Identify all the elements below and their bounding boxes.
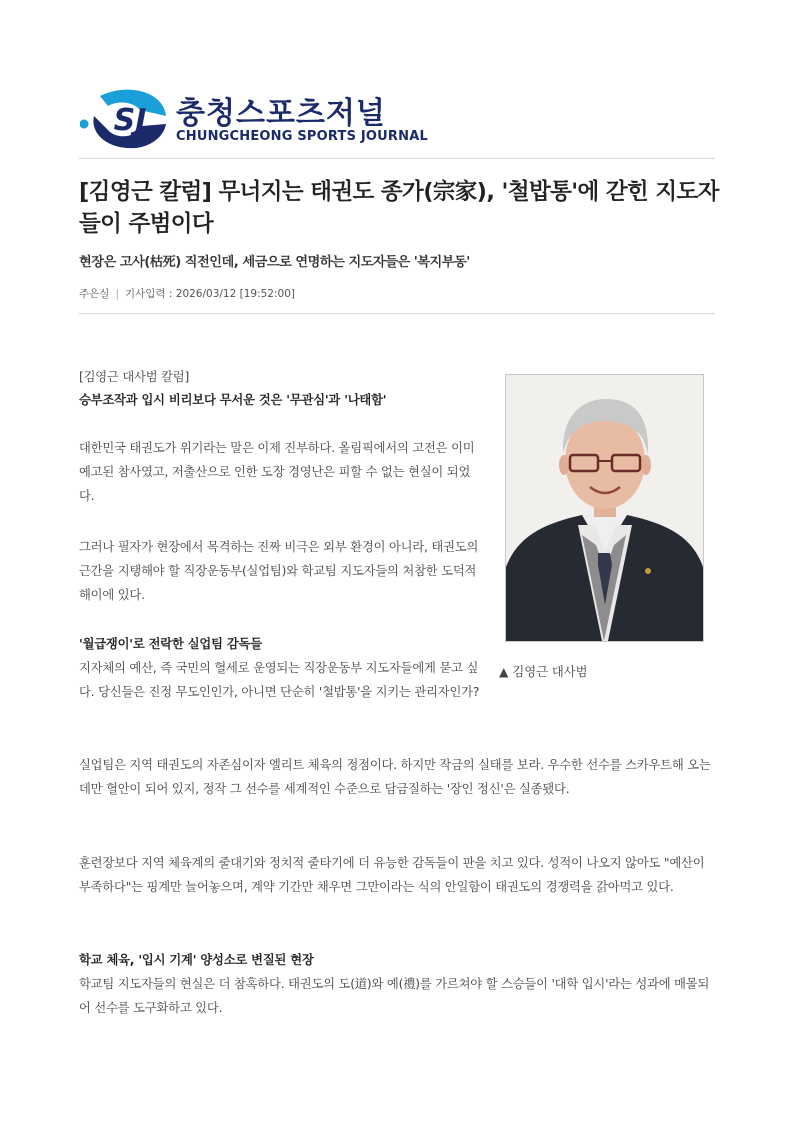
author-photo[interactable] bbox=[505, 374, 704, 642]
paragraph-5: 훈련장보다 지역 체육계의 줄대기와 정치적 줄타기에 더 유능한 감독들이 판을 치고 있다. 성적이 나오지 않아도 "예산이 부족하다"는 핑계만 늘어놓으며, 계약 기간만 채우면 그만이라는 식의 안일함이 태권도의 경쟁력을 갉아먹고 있다. bbox=[79, 856, 705, 894]
paragraph-6: 학교팀 지도자들의 현실은 더 참혹하다. 태권도의 도(道)와 예(禮)를 가르쳐야 할 스승들이 '대학 입시'라는 성과에 매몰되어 선수를 도구화하고 있다. bbox=[79, 977, 710, 1015]
column-label: [김영근 대사범 칼럼] bbox=[79, 370, 190, 384]
byline-divider bbox=[79, 313, 715, 314]
author-name[interactable]: 주은실 bbox=[79, 288, 110, 300]
paragraph-1: 대한민국 태권도가 위기라는 말은 이제 진부하다. 올림픽에서의 고전은 이미 예고된 참사였고, 저출산으로 인한 도장 경영난은 피할 수 없는 현실이 되었다. bbox=[79, 441, 475, 503]
lead-heading: 승부조작과 입시 비리보다 무서운 것은 '무관심'과 '나태함' bbox=[79, 393, 387, 407]
paragraph-4: 실업팀은 지역 태권도의 자존심이자 엘리트 체육의 정점이다. 하지만 작금의 실태를 보라. 우수한 선수를 스카우트해 오는 데만 혈안이 되어 있지, 정작 그 선수를 세계적인 수준으로 담금질하는 '장인 정신'은 실종됐다. bbox=[79, 758, 711, 796]
paragraph-2: 그러나 필자가 현장에서 목격하는 진짜 비극은 외부 환경이 아니라, 태권도의 근간을 지탱해야 할 직장운동부(실업팀)와 학교팀 지도자들의 처참한 도덕적 해이에 있다. bbox=[79, 540, 479, 602]
site-name[interactable]: 충청스포츠저널 bbox=[176, 96, 386, 131]
article-title: [김영근 칼럼] 무너지는 태권도 종가(宗家), '철밥통'에 갇힌 지도자들이 주범이다 bbox=[79, 179, 719, 237]
header-divider bbox=[79, 158, 715, 159]
subheading-2: 학교 체육, '입시 기계' 양성소로 변질된 현장 bbox=[79, 953, 314, 967]
sj-logo-icon[interactable] bbox=[80, 86, 168, 150]
masthead bbox=[80, 86, 440, 152]
photo-caption: ▲ 김영근 대사범 bbox=[499, 665, 588, 679]
article-subtitle: 현장은 고사(枯死) 직전인데, 세금으로 연명하는 지도자들은 '복지부동' bbox=[79, 255, 470, 270]
byline-separator: | bbox=[115, 288, 119, 300]
byline bbox=[79, 286, 295, 301]
subheading-1: '월급쟁이'로 전락한 실업팀 감독들 bbox=[79, 637, 262, 651]
paragraph-3: 지자체의 예산, 즉 국민의 혈세로 운영되는 직장운동부 지도자들에게 묻고 싶다. 당신들은 진정 무도인인가, 아니면 단순히 '철밥통'을 지키는 관리자인가? bbox=[79, 661, 480, 699]
portrait-image bbox=[506, 375, 703, 641]
logo-letters: SJ bbox=[113, 103, 147, 138]
site-name-english: CHUNGCHEONG SPORTS JOURNAL bbox=[176, 129, 428, 144]
published-date: 기사입력 : 2026/03/12 [19:52:00] bbox=[124, 288, 295, 300]
